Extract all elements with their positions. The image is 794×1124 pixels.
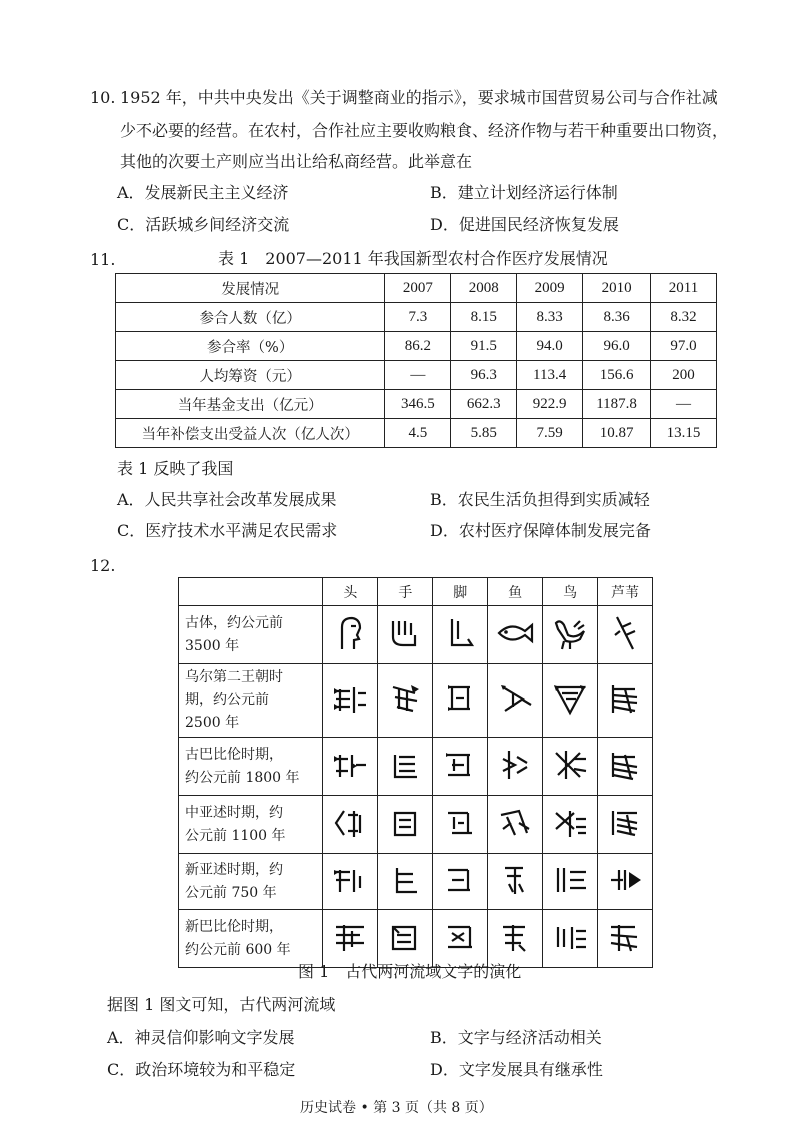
reed-glyph <box>598 796 653 854</box>
q12-option-d: D．文字发展具有继承性 <box>430 1060 603 1079</box>
table1-header-row <box>116 274 717 303</box>
era-label-line: 2500 年 <box>185 715 240 731</box>
era-label <box>179 738 323 796</box>
bird-glyph <box>543 796 598 854</box>
table-row <box>116 419 717 448</box>
table1-header-cell: 2011 <box>651 274 717 303</box>
foot-glyph <box>433 910 488 968</box>
head-glyph <box>323 738 378 796</box>
table1-cell: 113.4 <box>517 361 583 390</box>
bird-glyph <box>543 606 598 664</box>
head-glyph <box>323 910 378 968</box>
table1 <box>115 273 717 448</box>
bird-glyph <box>543 910 598 968</box>
table1-cell: 96.0 <box>583 332 651 361</box>
table1-cell: — <box>651 390 717 419</box>
figure-header-cell: 脚 <box>433 578 488 606</box>
table1-cell: 1187.8 <box>583 390 651 419</box>
reed-glyph <box>598 664 653 738</box>
q12-option-a: A．神灵信仰影响文字发展 <box>107 1028 295 1047</box>
table1-cell: 7.3 <box>385 303 451 332</box>
era-label-line: 约公元前 1800 年 <box>185 769 300 786</box>
q10-stem-line3: 其他的次要土产则应当出让给私商经营。此举意在 <box>120 152 473 171</box>
q10-stem-line1: 1952 年，中共中央发出《关于调整商业的指示》，要求城市国营贸易公司与合作社减 <box>120 88 718 107</box>
table-row <box>179 910 653 968</box>
table1-cell: 97.0 <box>651 332 717 361</box>
table1-row-label: 当年补偿支出受益人次（亿人次） <box>116 419 385 448</box>
table1-cell: 8.32 <box>651 303 717 332</box>
era-label-line: 公元前 750 年 <box>185 884 277 901</box>
fish-glyph <box>488 910 543 968</box>
table1-cell: 91.5 <box>451 332 517 361</box>
table1-cell: 8.36 <box>583 303 651 332</box>
era-label-line: 期，约公元前 <box>185 692 269 708</box>
table1-cell: 5.85 <box>451 419 517 448</box>
table1-header-cell: 2009 <box>517 274 583 303</box>
era-label <box>179 796 323 854</box>
table-row <box>116 332 717 361</box>
table1-row-label: 参合率（%） <box>116 332 385 361</box>
bird-glyph <box>543 664 598 738</box>
table1-cell: 96.3 <box>451 361 517 390</box>
q11-number: 11. <box>90 250 116 269</box>
table1-header-cell: 2010 <box>583 274 651 303</box>
table1-cell: 7.59 <box>517 419 583 448</box>
q12-option-b: B．文字与经济活动相关 <box>430 1028 602 1047</box>
table1-cell: 4.5 <box>385 419 451 448</box>
table1-cell: 662.3 <box>451 390 517 419</box>
q10-option-b: B．建立计划经济运行体制 <box>430 183 618 202</box>
foot-glyph <box>433 738 488 796</box>
hand-glyph <box>378 854 433 910</box>
table1-caption: 表 1 2007—2011 年我国新型农村合作医疗发展情况 <box>218 249 608 268</box>
hand-glyph <box>378 910 433 968</box>
table1-cell: 13.15 <box>651 419 717 448</box>
table1-row-label: 人均筹资（元） <box>116 361 385 390</box>
table1-cell: 8.15 <box>451 303 517 332</box>
table-row <box>116 361 717 390</box>
era-label <box>179 910 323 968</box>
q10-option-a: A．发展新民主主义经济 <box>117 183 289 202</box>
table1-row-label: 参合人数（亿） <box>116 303 385 332</box>
figure-header-empty-cell <box>179 578 323 606</box>
era-label <box>179 664 323 738</box>
reed-glyph <box>598 606 653 664</box>
table1-cell: 10.87 <box>583 419 651 448</box>
era-label-line: 古巴比伦时期， <box>185 746 283 763</box>
head-glyph <box>323 664 378 738</box>
table1-cell: 86.2 <box>385 332 451 361</box>
fish-glyph <box>488 606 543 664</box>
head-glyph <box>323 854 378 910</box>
table1-header-cell: 2007 <box>385 274 451 303</box>
q12-option-c: C．政治环境较为和平稳定 <box>107 1060 296 1079</box>
foot-glyph <box>433 854 488 910</box>
figure-header-cell: 头 <box>323 578 378 606</box>
table1-cell: 922.9 <box>517 390 583 419</box>
bird-glyph <box>543 854 598 910</box>
table-row <box>179 796 653 854</box>
q11-option-a: A．人民共享社会改革发展成果 <box>117 490 337 509</box>
figure1-caption: 图 1 古代两河流域文字的演化 <box>298 962 522 981</box>
q11-stem: 表 1 反映了我国 <box>117 459 234 478</box>
figure-header-cell: 手 <box>378 578 433 606</box>
figure-header-row <box>179 578 653 606</box>
fish-glyph <box>488 796 543 854</box>
era-label-line: 约公元前 600 年 <box>185 941 291 958</box>
fish-glyph <box>488 854 543 910</box>
fish-glyph <box>488 738 543 796</box>
q12-stem: 据图 1 图文可知，古代两河流域 <box>107 995 336 1014</box>
era-label-line: 中亚述时期，约 <box>185 804 283 821</box>
era-label-line: 公元前 1100 年 <box>185 827 286 844</box>
table1-cell: 94.0 <box>517 332 583 361</box>
bird-glyph <box>543 738 598 796</box>
figure-header-cell: 芦苇 <box>598 578 653 606</box>
table1-cell: 200 <box>651 361 717 390</box>
cuneiform-figure-table <box>178 577 653 968</box>
head-glyph <box>323 796 378 854</box>
table-row <box>116 390 717 419</box>
q10-stem-line2: 少不必要的经营。在农村，合作社应主要收购粮食、经济作物与若干种重要出口物资， <box>120 121 729 140</box>
q11-option-d: D．农村医疗保障体制发展完备 <box>430 521 651 540</box>
era-label <box>179 854 323 910</box>
table-row <box>179 854 653 910</box>
table-row <box>116 303 717 332</box>
hand-glyph <box>378 606 433 664</box>
table1-cell: 8.33 <box>517 303 583 332</box>
q11-option-c: C．医疗技术水平满足农民需求 <box>117 521 338 540</box>
foot-glyph <box>433 664 488 738</box>
table-row <box>179 606 653 664</box>
reed-glyph <box>598 738 653 796</box>
q12-number: 12. <box>90 556 116 575</box>
q10-option-c: C．活跃城乡间经济交流 <box>117 215 290 234</box>
table1-header-cell: 发展情况 <box>116 274 385 303</box>
hand-glyph <box>378 738 433 796</box>
era-label-line: 新巴比伦时期， <box>185 918 283 935</box>
table-row <box>179 738 653 796</box>
head-glyph <box>323 606 378 664</box>
table1-cell: 346.5 <box>385 390 451 419</box>
era-label-line: 乌尔第二王朝时 <box>185 669 283 685</box>
q10-number: 10. <box>90 88 116 107</box>
q11-option-b: B．农民生活负担得到实质减轻 <box>430 490 650 509</box>
era-label-line: 古体，约公元前 <box>185 614 283 631</box>
table1-header-cell: 2008 <box>451 274 517 303</box>
fish-glyph <box>488 664 543 738</box>
table1-cell: 156.6 <box>583 361 651 390</box>
figure-header-cell: 鱼 <box>488 578 543 606</box>
table-row <box>179 664 653 738</box>
table1-cell: — <box>385 361 451 390</box>
era-label-line: 3500 年 <box>185 637 240 654</box>
hand-glyph <box>378 664 433 738</box>
q10-option-d: D．促进国民经济恢复发展 <box>430 215 619 234</box>
foot-glyph <box>433 606 488 664</box>
figure-header-cell: 鸟 <box>543 578 598 606</box>
reed-glyph <box>598 910 653 968</box>
reed-glyph <box>598 854 653 910</box>
era-label <box>179 606 323 664</box>
hand-glyph <box>378 796 433 854</box>
foot-glyph <box>433 796 488 854</box>
page-footer: 历史试卷 • 第 3 页（共 8 页） <box>300 1100 493 1116</box>
era-label-line: 新亚述时期，约 <box>185 861 283 878</box>
table1-row-label: 当年基金支出（亿元） <box>116 390 385 419</box>
